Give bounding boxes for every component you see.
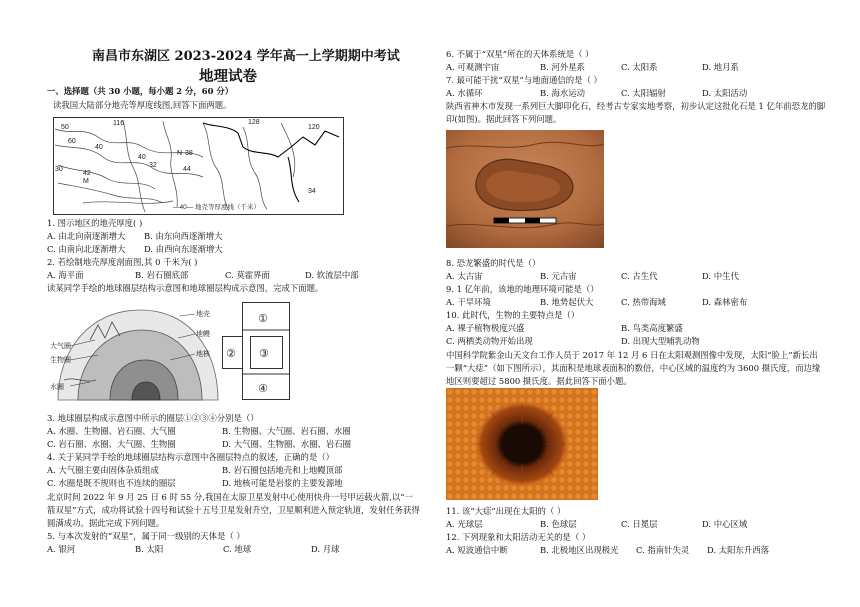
q11-option-c[interactable]: C. 日冕层 xyxy=(621,519,658,529)
q10-option-b[interactable]: B. 鸟类高度繁盛 xyxy=(621,323,683,333)
q12-option-d[interactable]: D. 太阳东升西落 xyxy=(707,545,769,555)
map-label: 40 xyxy=(138,154,146,161)
map-label: 38 xyxy=(185,150,193,157)
map-legend: —40— 地壳等厚度线（千米） xyxy=(173,204,261,211)
sphere-label-hydrosphere: 水圈 xyxy=(50,383,64,391)
box-label-3: ③ xyxy=(259,347,269,360)
box-label-1: ① xyxy=(258,312,268,325)
q6-stem: 6. 不属于“双星”所在的天体系统是（ ） xyxy=(446,49,594,59)
earth-sphere-diagram xyxy=(50,300,220,405)
q7-option-d[interactable]: D. 太阳活动 xyxy=(702,88,748,98)
map-label: 44 xyxy=(183,166,191,173)
q8-option-b[interactable]: B. 元古宙 xyxy=(540,271,577,281)
q9-option-a[interactable]: A. 干旱环境 xyxy=(446,297,491,307)
map-label: 42 xyxy=(83,170,91,177)
map-label: 40 xyxy=(95,144,103,151)
q3-option-c[interactable]: C. 岩石圈、水圈、大气圈、生物圈 xyxy=(47,439,176,449)
box-label-2: ② xyxy=(226,347,236,360)
q1-option-c[interactable]: C. 由南向北逐渐增大 xyxy=(47,244,126,254)
q7-stem: 7. 最可能干扰“双星”与地面通信的是（ ） xyxy=(446,75,602,85)
q2-option-b[interactable]: B. 岩石圈底部 xyxy=(135,270,189,280)
sphere-composition-diagram xyxy=(220,302,300,402)
q1-option-a[interactable]: A. 由北向南逐渐增大 xyxy=(47,231,126,241)
q7-option-b[interactable]: B. 海水运动 xyxy=(540,88,585,98)
q11-option-d[interactable]: D. 中心区域 xyxy=(702,519,748,529)
q7-option-c[interactable]: C. 太阳辐射 xyxy=(621,88,666,98)
q12-option-c[interactable]: C. 指南针失灵 xyxy=(636,545,690,555)
q5-option-d[interactable]: D. 月球 xyxy=(311,544,340,554)
map-label: N xyxy=(177,150,183,157)
map-intro: 读我国大陆部分地壳等厚度线图,回答下面两题。 xyxy=(53,100,232,110)
q9-option-b[interactable]: B. 地势起伏大 xyxy=(540,297,594,307)
q11-stem: 11. 该“大痣”出现在太阳的（ ） xyxy=(446,506,566,516)
q1-option-d[interactable]: D. 由西向东逐渐增大 xyxy=(144,244,223,254)
q5-option-c[interactable]: C. 地球 xyxy=(223,544,252,554)
launch-intro: 北京时间 2022 年 9 月 25 日 6 时 55 分,我国在太原卫星发射中心使用快舟一号甲运载火箭,以“一箭双星”方式，成功将试验十四号和试验十五号卫星发射升空，卫星顺利进入预定轨道，发射任务获得圆满成功。据此完成下列问题。 xyxy=(47,492,420,528)
sphere-label-crust: 地壳 xyxy=(196,310,210,318)
map-label: 128 xyxy=(248,119,260,126)
q5-stem: 5. 与本次发射的“双星”，属于同一级别的天体是（ ） xyxy=(47,531,245,541)
q7-option-a[interactable]: A. 水循环 xyxy=(446,88,483,98)
q10-stem: 10. 此时代，生物的主要特点是（） xyxy=(446,310,580,320)
exam-title: 南昌市东湖区 2023-2024 学年高一上学期期中考试 xyxy=(92,49,400,64)
q5-option-b[interactable]: B. 太阳 xyxy=(135,544,164,554)
q2-option-c[interactable]: C. 莫霍界面 xyxy=(225,270,270,280)
map-label: 120 xyxy=(308,124,320,131)
map-label: 32 xyxy=(149,162,157,169)
dinosaur-footprint-photo xyxy=(446,130,604,248)
map-label: 60 xyxy=(68,138,76,145)
q8-option-c[interactable]: C. 古生代 xyxy=(621,271,658,281)
map-label: 30 xyxy=(55,166,63,173)
q3-option-d[interactable]: D. 大气圈、生物圈、水圈、岩石圈 xyxy=(222,439,351,449)
q4-option-a[interactable]: A. 大气圈主要由固体杂质组成 xyxy=(47,465,159,475)
q2-stem: 2. 若绘制地壳厚度剖面图,其 0 千米为( ) xyxy=(47,257,198,267)
q6-option-b[interactable]: B. 河外星系 xyxy=(540,62,585,72)
q3-stem: 3. 地球圈层构成示意图中所示的圈层①②③④分别是（） xyxy=(47,413,259,423)
q10-option-d[interactable]: D. 出现大型哺乳动物 xyxy=(621,336,700,346)
map-label: M xyxy=(83,178,89,185)
q12-stem: 12. 下列现象和太阳活动无关的是（ ） xyxy=(446,532,591,542)
q12-option-b[interactable]: B. 北极地区出现极光 xyxy=(540,545,619,555)
sphere-intro: 读某同学手绘的地球圈层结构示意图和地球圈层构成示意图，完成下面题。 xyxy=(47,283,324,293)
q4-option-d[interactable]: D. 地核可能是岩浆的主要发源地 xyxy=(222,478,343,488)
q1-stem: 1. 图示地区的地壳厚度( ) xyxy=(47,218,143,228)
q9-option-d[interactable]: D. 森林密布 xyxy=(702,297,748,307)
q6-option-d[interactable]: D. 地月系 xyxy=(702,62,739,72)
q2-option-d[interactable]: D. 软流层中部 xyxy=(305,270,359,280)
q2-option-a[interactable]: A. 海平面 xyxy=(47,270,84,280)
q4-option-b[interactable]: B. 岩石圈包括地壳和上地幔顶部 xyxy=(222,465,343,475)
q9-option-c[interactable]: C. 热带海域 xyxy=(621,297,666,307)
sphere-label-mantle: 地幔 xyxy=(196,330,210,338)
q3-option-b[interactable]: B. 生物圈、大气圈、岩石圈、水圈 xyxy=(222,426,351,436)
q8-option-d[interactable]: D. 中生代 xyxy=(702,271,739,281)
q12-option-a[interactable]: A. 短波通信中断 xyxy=(446,545,508,555)
q11-option-b[interactable]: B. 色球层 xyxy=(540,519,577,529)
sphere-label-core: 地核 xyxy=(196,350,210,358)
q8-stem: 8. 恐龙繁盛的时代是（） xyxy=(446,258,541,268)
map-label: 116 xyxy=(113,120,125,127)
crust-thickness-map xyxy=(53,117,344,215)
section-heading: 一、选择题（共 30 小题，每小题 2 分，60 分） xyxy=(47,86,234,96)
q11-option-a[interactable]: A. 光球层 xyxy=(446,519,483,529)
sunspot-photo xyxy=(446,388,598,500)
box-label-4: ④ xyxy=(258,382,268,395)
q10-option-a[interactable]: A. 裸子植物极度兴盛 xyxy=(446,323,525,333)
q4-stem: 4. 关于某同学手绘的地球圈层结构示意图中各圈层特点的叙述，正确的是（） xyxy=(47,452,335,462)
map-label: 50 xyxy=(61,124,69,131)
q9-stem: 9. 1 亿年前，该地的地理环境可能是（） xyxy=(446,284,599,294)
exam-subtitle: 地理试卷 xyxy=(199,68,257,85)
q5-option-a[interactable]: A. 银河 xyxy=(47,544,76,554)
map-label: 34 xyxy=(308,188,316,195)
q6-option-c[interactable]: C. 太阳系 xyxy=(621,62,658,72)
q1-option-b[interactable]: B. 由东向西逐渐增大 xyxy=(144,231,223,241)
q4-option-c[interactable]: C. 水圈是既不规则也不连续的圈层 xyxy=(47,478,176,488)
q6-option-a[interactable]: A. 可观测宇宙 xyxy=(446,62,500,72)
q3-option-a[interactable]: A. 水圈、生物圈、岩石圈、大气圈 xyxy=(47,426,176,436)
q8-option-a[interactable]: A. 太古宙 xyxy=(446,271,483,281)
q10-option-c[interactable]: C. 两栖类动物开始出现 xyxy=(446,336,533,346)
sun-intro: 中国科学院紫金山天文台工作人员于 2017 年 12 月 6 日在太阳观测图像中发现，太阳“脸上”新长出一颗“大痣”（如下图所示），其面积是地球表面积的数倍，中心区域的温度约为 3600 摄氏度，而边缘地区则要超过 5800 摄氏度。据此回答下面小题。 xyxy=(446,350,821,386)
sphere-label-atmosphere: 大气圈 xyxy=(50,342,71,350)
sphere-label-biosphere: 生物圈 xyxy=(50,356,71,364)
dino-intro: 陕西省神木市发现一系列巨大脚印化石，经考古专家实地考察，初步认定这批化石是 1 亿年前恐龙的脚印(如图)。据此回答下列问题。 xyxy=(446,101,826,124)
